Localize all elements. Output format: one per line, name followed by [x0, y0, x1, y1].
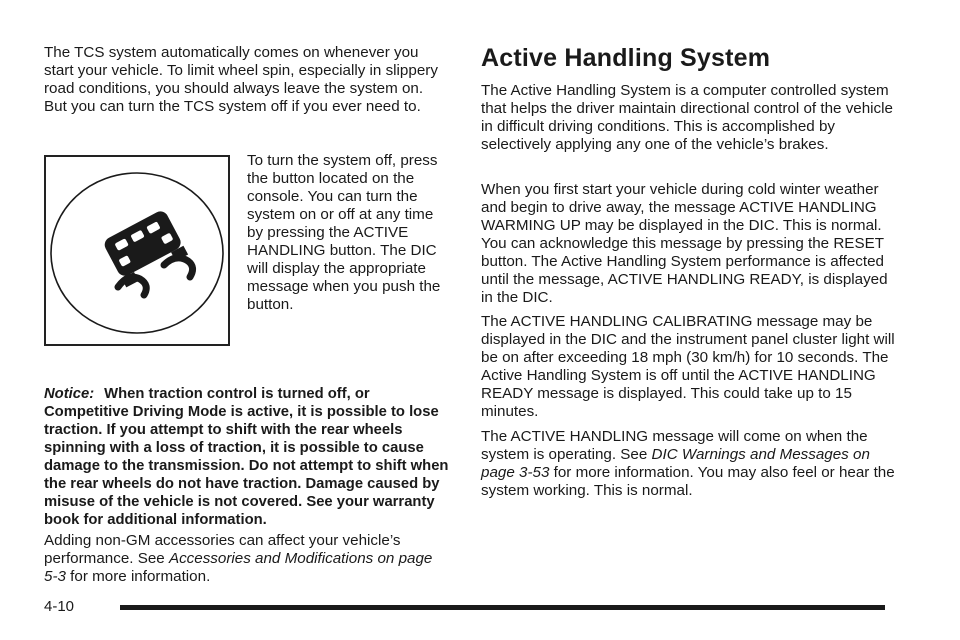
accessories-paragraph [44, 532, 449, 586]
dic-cross-reference[interactable]: DIC Warnings and Messages on page 3-53 [481, 446, 870, 481]
dic-text-after: for more information. You may also feel or hear the system working. This is normal. [481, 464, 895, 499]
active-handling-paragraph-2: When you first start your vehicle during cold winter weather and begin to drive away, the message ACTIVE HANDLING WARMING UP may be displayed in the DIC. This is normal. You can acknowledge this message by pressing the RESET button. The Active Handling System performance is affected until the message, ACTIVE HANDLING READY, is displayed in the DIC. [481, 181, 888, 306]
dic-text-before: The ACTIVE HANDLING message will come on when the system is operating. See [481, 428, 868, 463]
notice-text: When traction control is turned off, or Competitive Driving Mode is active, it is possible to lose traction. If you attempt to shift with the rear wheels spinning with a loss of traction, it is possible to cause damage to the transmission. Do not attempt to shift when the rear wheels do not have traction. Damage caused by misuse of the vehicle is not covered. See your warranty book for additional information. [44, 385, 449, 528]
notice-block [44, 385, 449, 529]
section-heading: Active Handling System [481, 44, 771, 72]
active-handling-paragraph-4 [481, 428, 896, 500]
active-handling-paragraph-1: The Active Handling System is a computer controlled system that helps the driver maintain directional control of the vehicle in difficult driving conditions. This is accomplished by selectively applying any one of the vehicle’s brakes. [481, 82, 893, 153]
page-number: 4-10 [44, 598, 75, 615]
active-handling-button-icon [46, 157, 228, 344]
notice-label: Notice: [44, 385, 95, 402]
button-instruction-text: To turn the system off, press the button located on the console. You can turn the system on or off at any time by pressing the ACTIVE HANDLING button. The DIC will display the appropriate message when you push the button. [247, 152, 441, 313]
accessories-text-after: for more information. [65, 568, 211, 585]
active-handling-paragraph-3: The ACTIVE HANDLING CALIBRATING message may be displayed in the DIC and the instrument panel cluster light will be on after exceeding 18 mph (30 km/h) for 10 seconds. The Active Handling System is off until the ACTIVE HANDLING READY message is displayed. This could take up to 15 minutes. [481, 313, 895, 420]
active-handling-illustration [44, 155, 230, 346]
accessories-text-before: Adding non-GM accessories can affect your vehicle’s performance. See [44, 532, 401, 567]
intro-paragraph: The TCS system automatically comes on whenever you start your vehicle. To limit wheel spin, especially in slippery road conditions, you should always leave the system on. But you can turn the TCS system off if you ever need to. [44, 44, 438, 115]
accessories-cross-reference[interactable]: Accessories and Modifications on page 5-3 [44, 550, 433, 585]
footer-rule [120, 605, 885, 610]
